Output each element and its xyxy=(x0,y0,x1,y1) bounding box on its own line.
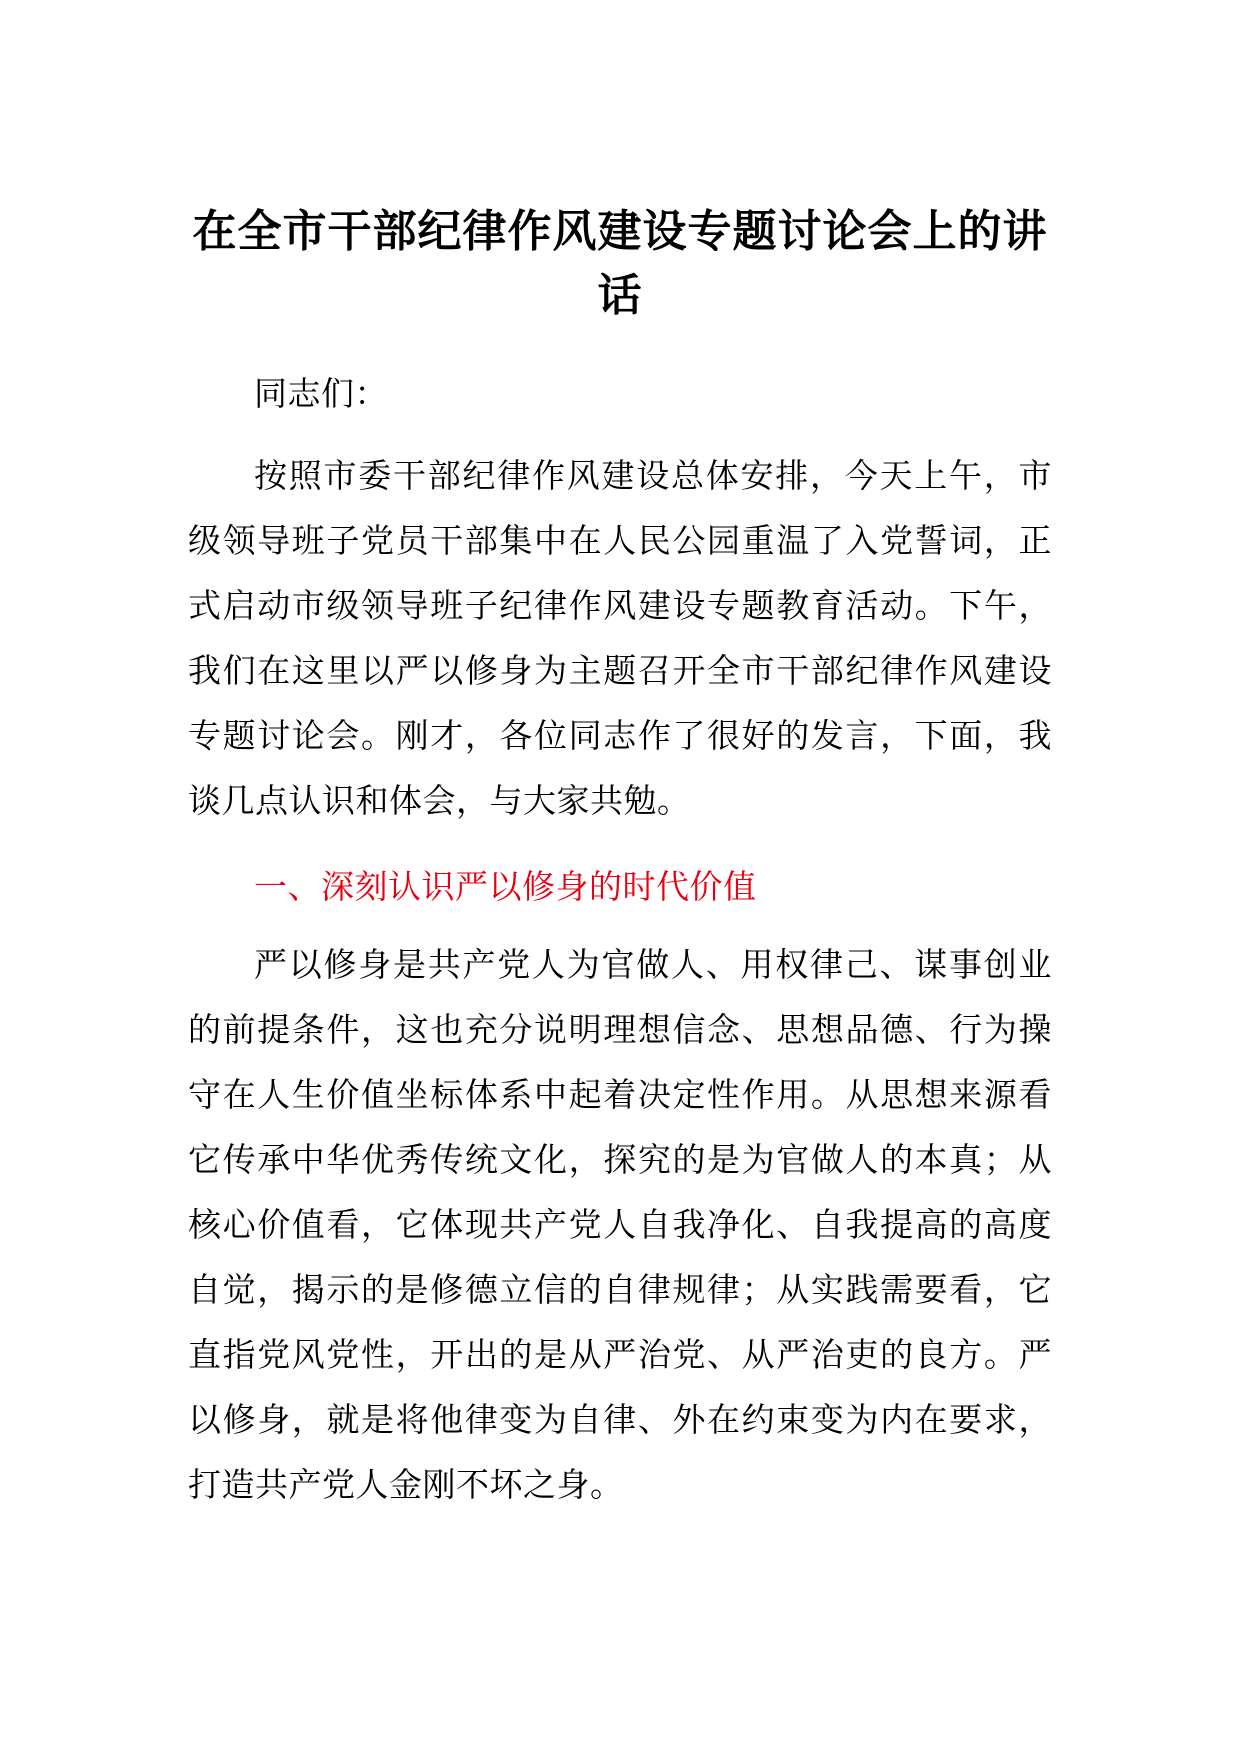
body-paragraph-1: 按照市委干部纪律作风建设总体安排，今天上午，市级领导班子党员干部集中在人民公园重温了入党誓词，正式启动市级领导班子纪律作风建设专题教育活动。下午，我们在这里以严以修身为主题召开全市干部纪律作风建设专题讨论会。刚才，各位同志作了很好的发言，下面，我谈几点认识和体会，与大家共勉。 xyxy=(188,456,1052,820)
section-heading-1: 一、深刻认识严以修身的时代价值 xyxy=(254,867,757,906)
body-paragraph-2: 严以修身是共产党人为官做人、用权律己、谋事创业的前提条件，这也充分说明理想信念、思想品德、行为操守在人生价值坐标体系中起着决定性作用。从思想来源看它传承中华优秀传统文化，探究的是为官做人的本真；从核心价值看，它体现共产党人自我净化、自我提高的高度自觉，揭示的是修德立信的自律规律；从实践需要看，它直指党风党性，开出的是从严治党、从严治吏的良方。严以修身，就是将他律变为自律、外在约束变为内在要求，打造共产党人金刚不坏之身。 xyxy=(188,945,1052,1504)
salutation: 同志们： xyxy=(254,374,388,413)
document-title: 在全市干部纪律作风建设专题讨论会上的讲话 xyxy=(192,206,1048,321)
